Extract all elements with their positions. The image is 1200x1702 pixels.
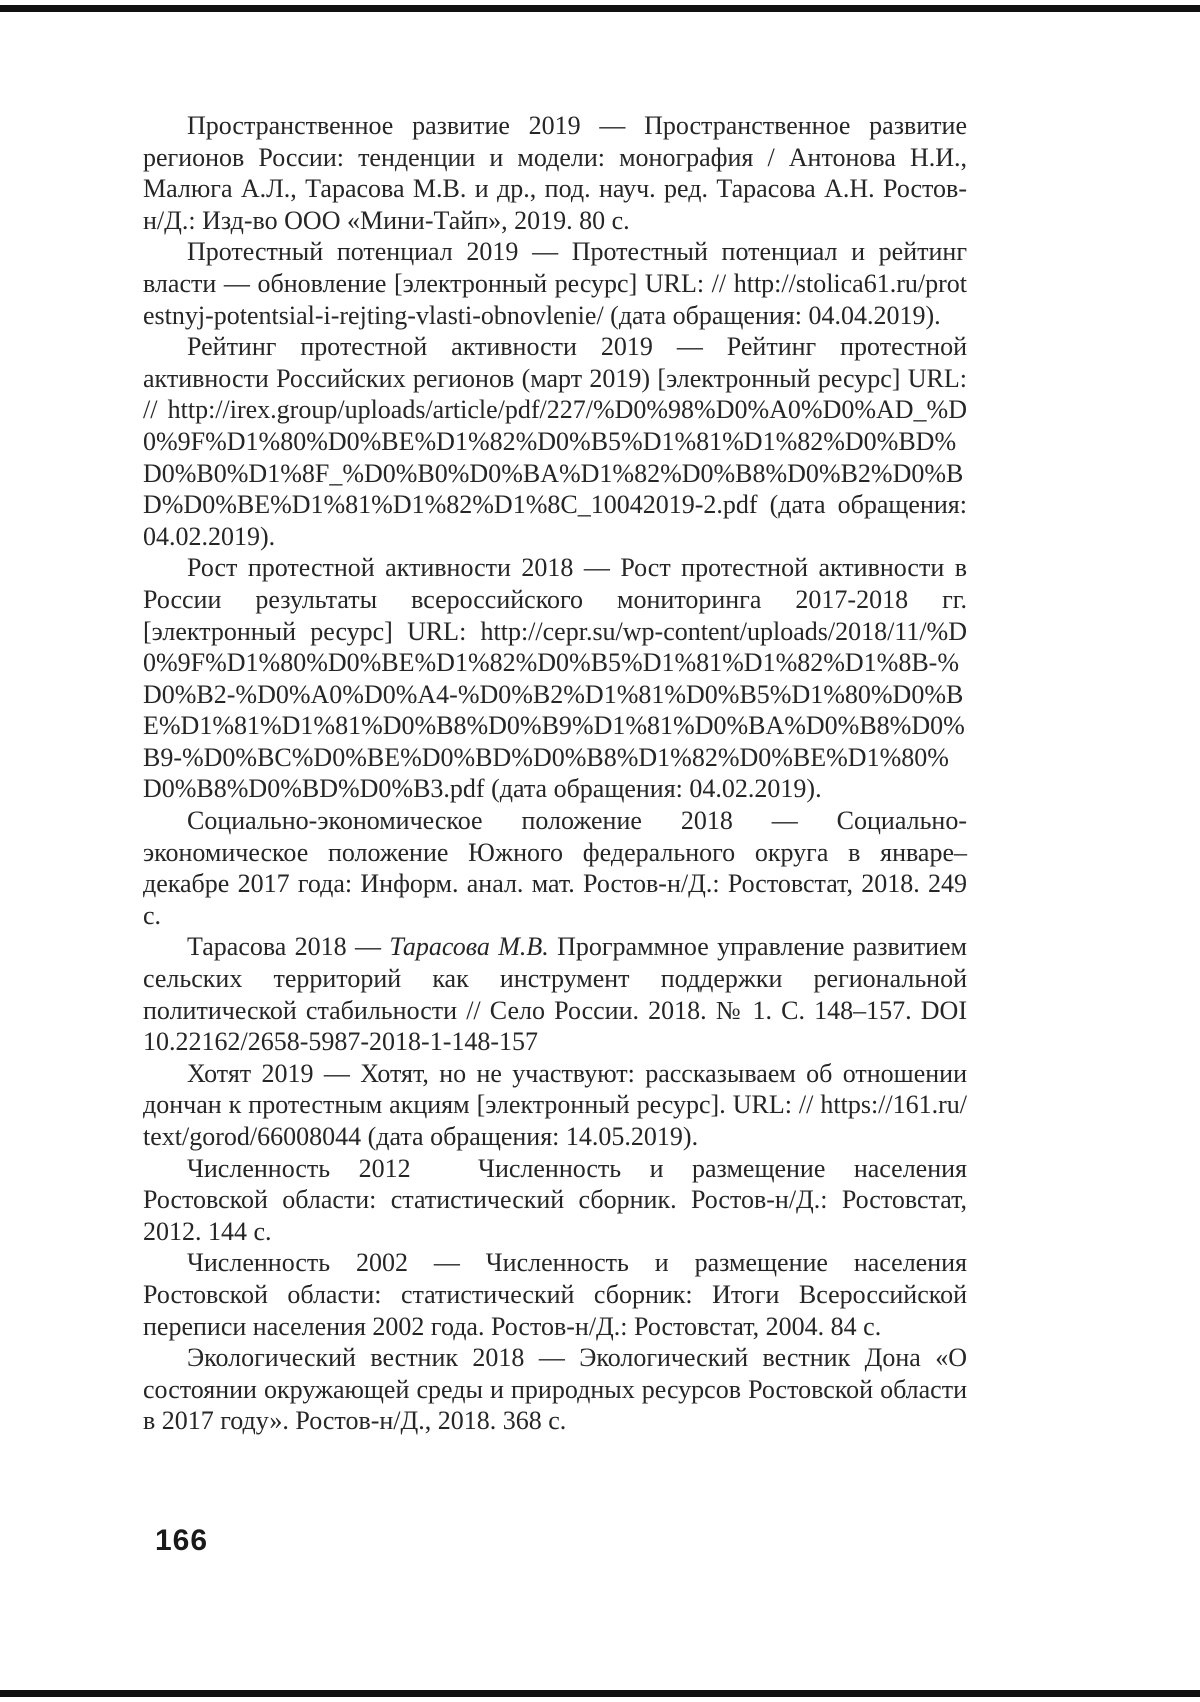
bibliography-entry-hotyat-2019	[143, 1058, 967, 1153]
entry-text: Пространственное развитие 2019 — Пространственное развитие регионов России: тенденции и модели: монография / Антонова Н.И., Малюга А.Л., Тарасова М.В. и др., под. науч. ред. Тарасова А.Н. Ростов-н/Д.: Изд-во ООО «Мини-Тайп», 2019. 80 с.	[143, 111, 967, 235]
page-number: 166	[155, 1524, 209, 1557]
bibliography-entry-rejting-protestnoj-aktivnosti-2019	[143, 331, 967, 552]
bibliography-entry-chislennost-2012	[143, 1153, 967, 1248]
entry-url-text: http://stolica61.ru/protestnyj-potentsial-i-rejting-vlasti-obnovlenie/	[143, 268, 967, 330]
bibliography-entry-socialno-ekonomicheskoe-polozhenie-2018	[143, 805, 967, 931]
entry-text: Протестный потенциал 2019 — Протестный потенциал и рейтинг власти — обновление [электронный ресурс] URL: //	[143, 237, 967, 298]
entry-text: (дата обращения: 14.05.2019).	[361, 1122, 699, 1151]
bibliography-entry-prostranstvennoe-razvitie-2019	[143, 110, 967, 236]
bibliography-entry-tarasova-2018	[143, 931, 967, 1057]
entry-author-italic: Тарасова М.В.	[389, 932, 549, 962]
entry-text: Тарасова 2018 —	[187, 932, 390, 962]
entry-text: Экологический вестник 2018 — Экологический вестник Дона «О состоянии окружающей среды и природных ресурсов Ростовской области в 2017 году». Ростов-н/Д., 2018. 368 с.	[143, 1343, 967, 1436]
entry-url-text: https://161.ru/text/gorod/66008044	[143, 1090, 967, 1151]
entry-text: Программное управление развитием сельских территорий как инструмент поддержки региональной политической стабильности // Село России. 2018. № 1. С. 148–157. DOI 10.22162/2658-5987-2018-1-148-157	[143, 932, 967, 1057]
entry-text: Рост протестной активности 2018 — Рост протестной активности в России результаты всероссийского мониторинга 2017-2018 гг. [электронный ресурс] URL:	[143, 553, 967, 646]
entry-text: Численность 2002 — Численность и размещение населения Ростовской области: статистический сборник: Итоги Всероссийской переписи населения 2002 года. Ростов-н/Д.: Ростовстат, 2004. 84 с.	[143, 1248, 967, 1341]
bibliography-entry-rost-protestnoj-aktivnosti-2018	[143, 552, 967, 805]
entry-text: Хотят 2019 — Хотят, но не участвуют: рассказываем об отношении дончан к протестным акциям [электронный ресурс]. URL: //	[143, 1058, 967, 1120]
bibliography-text-block	[143, 110, 967, 1437]
entry-url-text: http://irex.group/uploads/article/pdf/227/%D0%98%D0%A0%D0%AD_%D0%9F%D1%80%D0%BE%D1%82%D0%B5%D1%81%D1%82%D0%BD%D0%B0%D1%8F_%D0%B0%D0%BA%D1%82%D0%B8%D0%B2%D0%BD%D0%BE%D1%81%D1%82%D1%8C_10042019-2.pdf	[143, 395, 967, 520]
entry-text: (дата обращения: 04.02.2019).	[484, 774, 822, 804]
scan-artifact-top-edge	[0, 5, 1200, 12]
bibliography-entry-protestnyj-potentsial-2019	[143, 236, 967, 331]
entry-text: Рейтинг протестной активности 2019 — Рейтинг протестной активности Российских регионов (март 2019) [электронный ресурс] URL: //	[143, 332, 967, 425]
entry-url-text: http://cepr.su/wp-content/uploads/2018/11/%D0%9F%D1%80%D0%BE%D1%82%D0%B5%D1%81%D1%82%D1%8B-%D0%B2-%D0%A0%D0%A4-%D0%B2%D1%81%D0%B5%D1%80%D0%BE%D1%81%D1%81%D0%B8%D0%B9%D1%81%D0%BA%D0%B8%D0%B9-%D0%BC%D0%BE%D0%BD%D0%B8%D1%82%D0%BE%D1%80%D0%B8%D0%BD%D0%B3.pdf	[143, 616, 967, 804]
bibliography-entry-ekologicheskij-vestnik-2018	[143, 1342, 967, 1437]
entry-text: (дата обращения: 04.04.2019).	[603, 300, 941, 330]
entry-text: (дата обращения: 04.02.2019).	[143, 490, 967, 551]
bibliography-entry-chislennost-2002	[143, 1247, 967, 1342]
entry-text: Социально-экономическое положение 2018 — Социально-экономическое положение Южного федерального округа в январе–декабре 2017 года: Информ. анал. мат. Ростов-н/Д.: Ростовстат, 2018. 249 с.	[143, 806, 967, 930]
entry-text: Численность 2012 Численность и размещение населения Ростовской области: статистический сборник. Ростов-н/Д.: Ростовстат, 2012. 144 с.	[143, 1153, 967, 1246]
scan-artifact-bottom-edge	[0, 1690, 1200, 1697]
